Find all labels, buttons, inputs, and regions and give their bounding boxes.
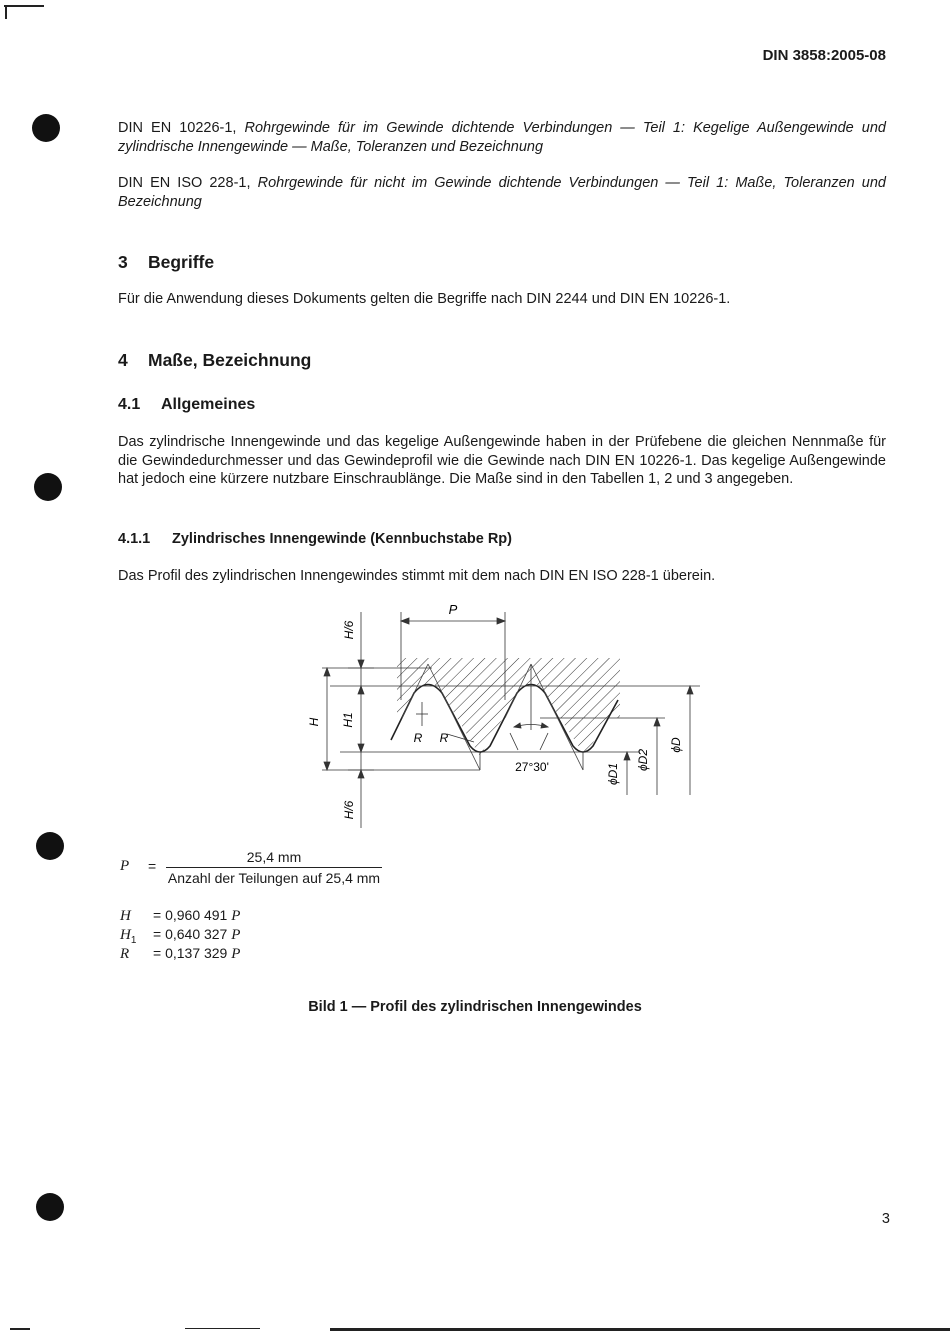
- corner-mark: [5, 5, 7, 19]
- page-number: 3: [881, 1211, 890, 1227]
- radius-label-right: R: [439, 731, 449, 745]
- formula-numerator: 25,4 mm: [246, 849, 302, 865]
- pitch-label: P: [448, 602, 458, 617]
- punch-hole: [32, 114, 60, 142]
- punch-hole: [34, 473, 62, 501]
- section-title: Zylindrisches Innengewinde (Kennbuchstabe Rp): [172, 531, 512, 547]
- h1-label: H1: [341, 712, 355, 728]
- formula-subscript: 1: [130, 934, 137, 946]
- section-title: Maße, Bezeichnung: [148, 350, 312, 370]
- d1-label: ϕD1: [606, 762, 620, 786]
- h6-top-label: H/6: [342, 620, 356, 640]
- document-id: DIN 3858:2005-08: [762, 47, 886, 64]
- formula-row-h: [120, 907, 241, 927]
- d-label: ϕD: [669, 737, 683, 753]
- fraction-line: [166, 867, 382, 868]
- section-3-heading: [118, 252, 214, 273]
- formula-denominator: Anzahl der Teilungen auf 25,4 mm: [167, 870, 381, 886]
- formula-symbol: H: [120, 927, 131, 943]
- reference-title: Rohrgewinde für nicht im Gewinde dichtende Verbindungen — Teil 1: Maße, Toleranzen und Bezeichnung: [118, 175, 886, 210]
- punch-hole: [36, 1193, 64, 1221]
- h-label: H: [307, 717, 321, 727]
- formula-value: = 0,137 329 P: [153, 945, 241, 962]
- formula-value: = 0,640 327 P: [153, 926, 241, 943]
- section-title: Allgemeines: [161, 396, 256, 413]
- section-4-1-1-text: Das Profil des zylindrischen Innengewindes stimmt mit dem nach DIN EN ISO 228-1 überein.: [118, 568, 716, 584]
- formula-symbol: R: [120, 946, 130, 962]
- flank-angle-label: 27°30': [515, 760, 549, 774]
- formula-equals: =: [148, 858, 157, 874]
- h6-bottom-label: H/6: [342, 800, 356, 820]
- reference-2: [118, 174, 886, 211]
- radius-label-left: R: [413, 731, 423, 745]
- bottom-edge-line: [330, 1328, 950, 1331]
- formula-row-h1: [120, 926, 241, 946]
- section-4-1-heading: [118, 396, 255, 414]
- punch-hole: [36, 832, 64, 860]
- bottom-edge-line: [185, 1328, 260, 1329]
- section-title: Begriffe: [148, 252, 215, 272]
- section-number: 3: [118, 252, 128, 272]
- section-number: 4.1.1: [118, 531, 151, 547]
- reference-1: [118, 119, 886, 156]
- section-4-1-text: Das zylindrische Innengewinde und das kegelige Außengewinde haben in der Prüfebene die gleichen Nennmaße für die Gewindedurchmesser und das Gewindeprofil wie die Gewinde nach DIN EN 10226-1. Das kegelige Außengewinde hat jedoch eine kürzere nutzbare Einschraublänge. Die Maße sind in den Tabellen 1, 2 und 3 angegeben.: [118, 434, 886, 487]
- formula-value: = 0,960 491 P: [153, 907, 241, 924]
- bottom-edge-line: [10, 1328, 30, 1330]
- reference-code: DIN EN 10226-1,: [118, 120, 245, 136]
- formula-row-r: [120, 945, 241, 965]
- section-3-text: Für die Anwendung dieses Dokuments gelten die Begriffe nach DIN 2244 und DIN EN 10226-1.: [118, 291, 731, 307]
- thread-profile-figure: [300, 598, 700, 838]
- reference-code: DIN EN ISO 228-1,: [118, 175, 258, 191]
- figure-caption: Bild 1 — Profil des zylindrischen Innengewindes: [308, 999, 642, 1015]
- section-4-1-1-heading: [118, 531, 512, 547]
- section-4-heading: [118, 350, 311, 371]
- section-number: 4: [118, 350, 128, 370]
- formula-symbol: P: [120, 858, 130, 874]
- d2-label: ϕD2: [636, 748, 650, 772]
- corner-mark: [4, 5, 44, 7]
- pitch-formula: [118, 848, 418, 888]
- section-number: 4.1: [118, 396, 141, 413]
- formula-symbol: H: [120, 908, 131, 924]
- reference-title: Rohrgewinde für im Gewinde dichtende Verbindungen — Teil 1: Kegelige Außengewinde und zylindrische Innengewinde — Maße, Toleranzen und Bezeichnung: [118, 120, 886, 155]
